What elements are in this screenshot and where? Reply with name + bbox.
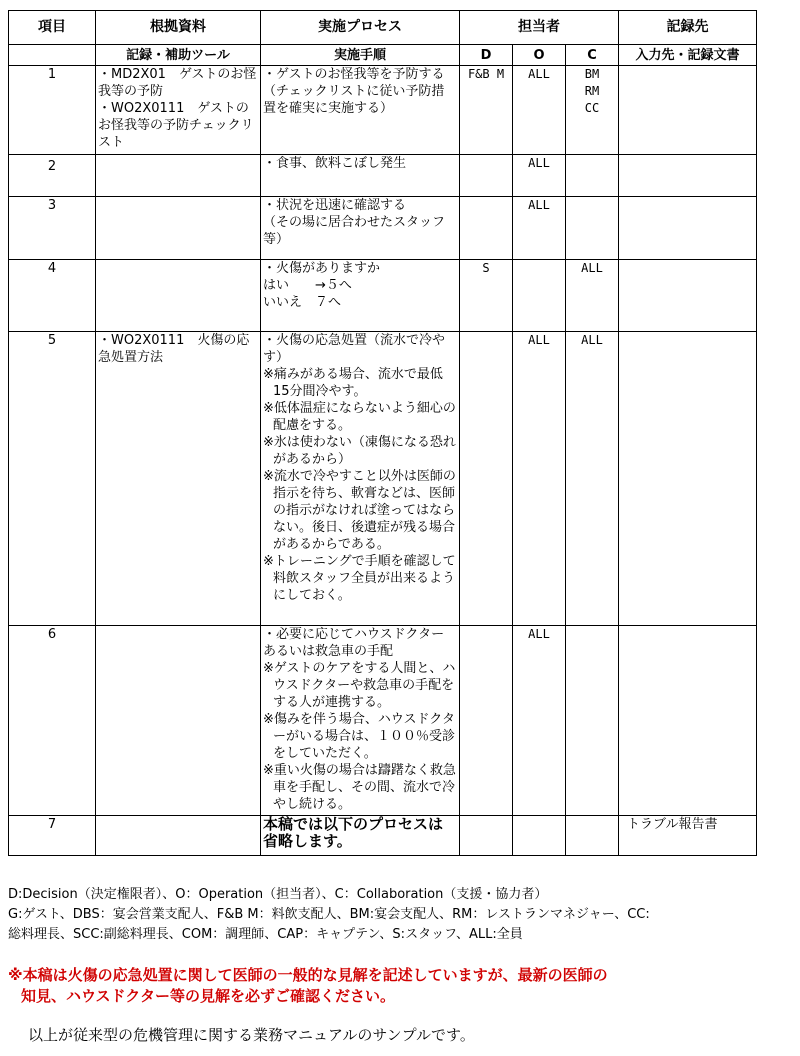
sample-footer: 以上が従来型の危機管理に関する業務マニュアルのサンプルです。 (28, 1026, 475, 1044)
collaboration-cell (566, 816, 619, 856)
procedure-cell (261, 816, 460, 856)
warning-line: 知見、ハウスドクター等の見解を必ずご確認ください。 (21, 987, 395, 1005)
operation-cell: ALL (513, 66, 566, 155)
decision-cell: F&B M (460, 66, 513, 155)
table-row (9, 332, 757, 626)
header-basis: 根拠資料 (96, 11, 261, 45)
procedure-note: ※重い火傷の場合は躊躇なく救急車を手配し、その間、流水で冷やし続ける。 (263, 763, 456, 812)
legend-line: 総料理長、SCC:副総料理長、COM：調理師、CAP：キャプテン、S:スタッフ、ALL:全員 (8, 927, 523, 942)
basis-line: ・WO2X0111 ゲストのお怪我等の予防チェックリスト (98, 101, 254, 150)
header-procedure: 実施手順 (261, 45, 460, 66)
collaboration-cell (566, 155, 619, 197)
table-row (9, 626, 757, 816)
record-cell (619, 197, 757, 260)
procedure-line: いいえ ７へ (263, 295, 342, 310)
table-row (9, 66, 757, 155)
procedure-cell (261, 332, 460, 626)
table-row (9, 197, 757, 260)
collaboration-line: BM (584, 67, 600, 81)
record-cell (619, 332, 757, 626)
decision-cell (460, 155, 513, 197)
header-item-sub (9, 45, 96, 66)
basis-cell (96, 155, 261, 197)
decision-cell (460, 197, 513, 260)
procedure-line: ・状況を迅速に確認する (263, 198, 407, 213)
procedure-line: はい →５へ (263, 278, 352, 293)
record-cell: トラブル報告書 (619, 816, 757, 856)
row-number: 5 (9, 332, 96, 626)
procedure-note: ※氷は使わない（凍傷になる恐れがあるから） (263, 435, 456, 467)
record-cell (619, 260, 757, 332)
basis-cell (96, 332, 261, 626)
procedure-cell (261, 197, 460, 260)
header-o: O (513, 45, 566, 66)
legend-line: G:ゲスト、DBS：宴会営業支配人、F&B M：料飲支配人、BM:宴会支配人、RM：レストランマネジャー、CC: (8, 907, 650, 922)
basis-line: ・MD2X01 ゲストのお怪我等の予防 (98, 67, 257, 99)
medical-warning (8, 965, 608, 1007)
row-number: 7 (9, 816, 96, 856)
operation-cell (513, 260, 566, 332)
table-row (9, 816, 757, 856)
procedure-line: ・ゲストのお怪我等を予防する（チェックリストに従い予防措置を確実に実施する） (263, 67, 445, 116)
procedure-note: ※流水で冷やすこと以外は医師の指示を待ち、軟膏などは、医師の指示がなければ塗ってはならない。後日、後遺症が残る場合があるからである。 (263, 469, 456, 552)
table-row (9, 155, 757, 197)
collaboration-line: RM (584, 84, 600, 98)
row-number: 1 (9, 66, 96, 155)
procedure-note: ※痛みがある場合、流水で最低15分間冷やす。 (263, 367, 443, 399)
header-item: 項目 (9, 11, 96, 45)
collaboration-cell: ALL (566, 332, 619, 626)
header-tools: 記録・補助ツール (96, 45, 261, 66)
operation-cell: ALL (513, 197, 566, 260)
procedure-note: ※低体温症にならないよう細心の配慮をする。 (263, 401, 456, 433)
record-cell (619, 66, 757, 155)
procedure-line: ・火傷の応急処置（流水で冷やす） (263, 333, 446, 365)
decision-cell (460, 816, 513, 856)
collaboration-line: CC (584, 101, 600, 115)
record-cell (619, 155, 757, 197)
decision-cell: S (460, 260, 513, 332)
collaboration-cell (566, 66, 619, 155)
operation-cell: ALL (513, 332, 566, 626)
operation-cell (513, 816, 566, 856)
procedure-line: ・必要に応じてハウスドクターあるいは救急車の手配 (263, 627, 445, 659)
header-d: D (460, 45, 513, 66)
header-process: 実施プロセス (261, 11, 460, 45)
row-number: 3 (9, 197, 96, 260)
procedure-cell (261, 626, 460, 816)
operation-cell: ALL (513, 626, 566, 816)
operation-cell: ALL (513, 155, 566, 197)
procedure-note: ※トレーニングで手順を確認して料飲スタッフ全員が出来るようにしておく。 (263, 554, 456, 603)
decision-cell (460, 332, 513, 626)
basis-cell (96, 626, 261, 816)
role-legend (8, 885, 650, 945)
record-cell (619, 626, 757, 816)
collaboration-cell (566, 626, 619, 816)
procedure-line: ・火傷がありますか (263, 261, 381, 276)
basis-cell (96, 816, 261, 856)
basis-line: ・WO2X0111 火傷の応急処置方法 (98, 333, 250, 365)
omission-note: 本稿では以下のプロセスは省略します。 (263, 815, 444, 850)
procedure-line: （その場に居合わせたスタッフ等） (263, 215, 446, 247)
basis-cell (96, 260, 261, 332)
header-input-dest: 入力先・記録文書 (619, 45, 757, 66)
warning-line: ※本稿は火傷の応急処置に関して医師の一般的な見解を記述していますが、最新の医師の (8, 966, 608, 984)
legend-line: D:Decision（決定権限者）、O：Operation（担当者）、C：Collaboration（支援・協力者） (8, 887, 548, 902)
row-number: 6 (9, 626, 96, 816)
procedure-note: ※ゲストのケアをする人間と、ハウスドクターや救急車の手配をする人が連携する。 (263, 661, 456, 710)
procedure-cell (261, 66, 460, 155)
row-number: 4 (9, 260, 96, 332)
procedure-cell (261, 155, 460, 197)
header-c: C (566, 45, 619, 66)
collaboration-cell: ALL (566, 260, 619, 332)
basis-cell (96, 66, 261, 155)
basis-cell (96, 197, 261, 260)
decision-cell (460, 626, 513, 816)
procedure-line: ・食事、飲料こぼし発生 (263, 156, 407, 171)
procedure-note: ※傷みを伴う場合、ハウスドクターがいる場合は、１００％受診をしていただく。 (263, 712, 456, 761)
header-owner: 担当者 (460, 11, 619, 45)
table-row (9, 260, 757, 332)
crisis-management-table (8, 10, 757, 856)
procedure-cell (261, 260, 460, 332)
row-number: 2 (9, 155, 96, 197)
collaboration-cell (566, 197, 619, 260)
header-record-dest: 記録先 (619, 11, 757, 45)
